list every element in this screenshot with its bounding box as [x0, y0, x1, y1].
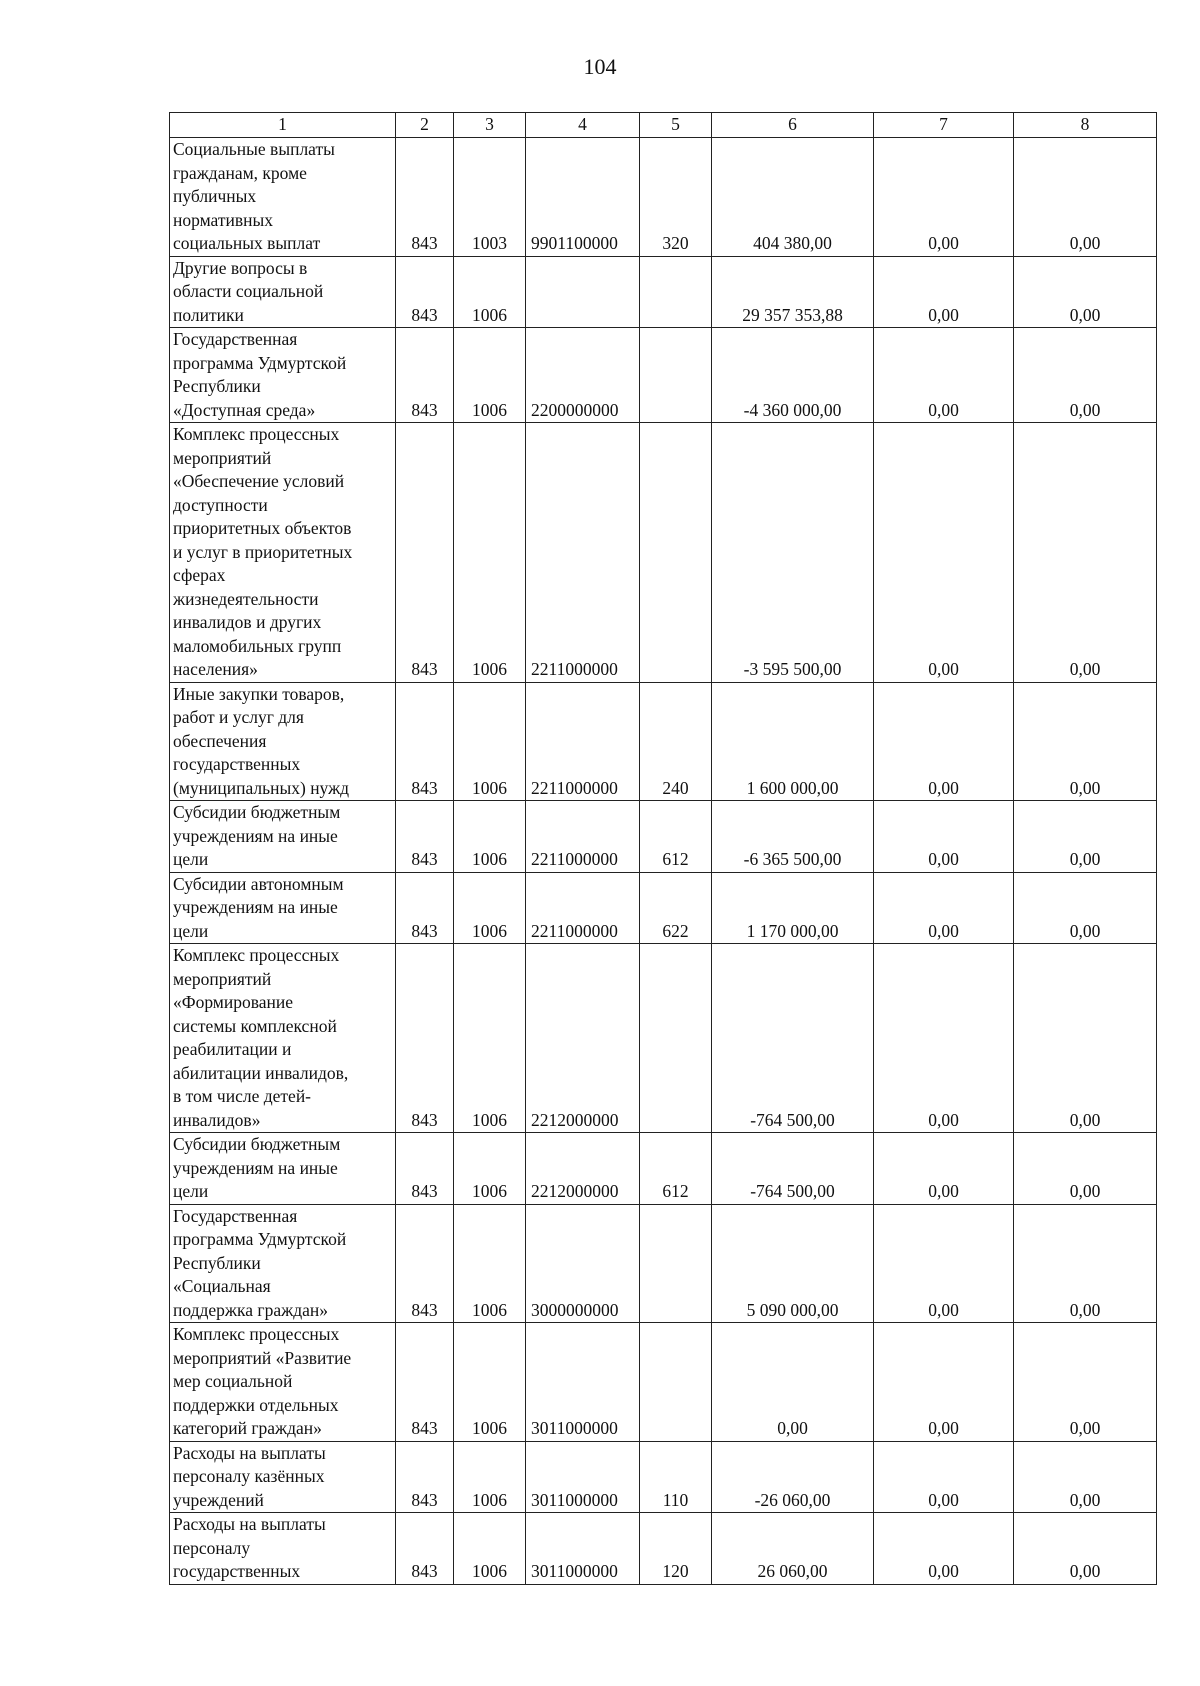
expense-type-cell — [640, 256, 712, 328]
table-row — [170, 1204, 1157, 1323]
chapter-code-cell: 843 — [396, 256, 454, 328]
expense-type-cell: 320 — [640, 138, 712, 257]
target-article-cell: 3011000000 — [526, 1441, 640, 1513]
amount-cell: -6 365 500,00 — [712, 801, 874, 873]
table-body — [170, 138, 1157, 1585]
section-code-cell: 1006 — [454, 423, 526, 683]
target-article-cell: 2212000000 — [526, 944, 640, 1133]
amount-year3-cell: 0,00 — [1014, 801, 1157, 873]
section-code-cell: 1006 — [454, 1441, 526, 1513]
section-code-cell: 1006 — [454, 1513, 526, 1585]
target-article-cell — [526, 256, 640, 328]
chapter-code-cell: 843 — [396, 1441, 454, 1513]
row-name-cell: Другие вопросы в области социальной политики — [170, 256, 396, 328]
table-row — [170, 801, 1157, 873]
row-name-cell: Расходы на выплаты персоналу государственных — [170, 1513, 396, 1585]
chapter-code-cell: 843 — [396, 423, 454, 683]
expense-type-cell: 612 — [640, 801, 712, 873]
amount-cell: 0,00 — [712, 1323, 874, 1442]
target-article-cell: 2200000000 — [526, 328, 640, 423]
table-row — [170, 872, 1157, 944]
expense-type-cell — [640, 1204, 712, 1323]
amount-year2-cell: 0,00 — [874, 138, 1014, 257]
expense-type-cell — [640, 423, 712, 683]
amount-cell: 5 090 000,00 — [712, 1204, 874, 1323]
expense-type-cell: 240 — [640, 682, 712, 801]
amount-year2-cell: 0,00 — [874, 423, 1014, 683]
row-name-cell: Субсидии бюджетным учреждениям на иные цели — [170, 1133, 396, 1205]
amount-year2-cell: 0,00 — [874, 1441, 1014, 1513]
row-name-cell: Субсидии автономным учреждениям на иные цели — [170, 872, 396, 944]
expense-type-cell: 120 — [640, 1513, 712, 1585]
column-header: 2 — [396, 113, 454, 138]
column-header: 7 — [874, 113, 1014, 138]
amount-cell: 29 357 353,88 — [712, 256, 874, 328]
chapter-code-cell: 843 — [396, 1513, 454, 1585]
amount-cell: 1 170 000,00 — [712, 872, 874, 944]
row-name-cell: Государственная программа Удмуртской Республики «Социальная поддержка граждан» — [170, 1204, 396, 1323]
section-code-cell: 1006 — [454, 328, 526, 423]
chapter-code-cell: 843 — [396, 138, 454, 257]
amount-cell: -764 500,00 — [712, 944, 874, 1133]
amount-year3-cell: 0,00 — [1014, 1323, 1157, 1442]
amount-cell: -4 360 000,00 — [712, 328, 874, 423]
table-row — [170, 256, 1157, 328]
row-name-cell: Комплекс процессных мероприятий «Развитие мер социальной поддержки отдельных категорий граждан» — [170, 1323, 396, 1442]
target-article-cell: 2212000000 — [526, 1133, 640, 1205]
amount-year3-cell: 0,00 — [1014, 682, 1157, 801]
chapter-code-cell: 843 — [396, 1133, 454, 1205]
target-article-cell: 2211000000 — [526, 872, 640, 944]
expense-type-cell: 110 — [640, 1441, 712, 1513]
row-name-cell: Комплекс процессных мероприятий «Формирование системы комплексной реабилитации и абилитации инвалидов, в том числе детей- инвалидов» — [170, 944, 396, 1133]
section-code-cell: 1006 — [454, 1133, 526, 1205]
chapter-code-cell: 843 — [396, 944, 454, 1133]
section-code-cell: 1006 — [454, 1323, 526, 1442]
expense-type-cell: 612 — [640, 1133, 712, 1205]
amount-year2-cell: 0,00 — [874, 328, 1014, 423]
target-article-cell: 3011000000 — [526, 1513, 640, 1585]
amount-cell: -764 500,00 — [712, 1133, 874, 1205]
target-article-cell: 9901100000 — [526, 138, 640, 257]
table-row — [170, 423, 1157, 683]
header-row — [170, 113, 1157, 138]
amount-year2-cell: 0,00 — [874, 1133, 1014, 1205]
amount-year2-cell: 0,00 — [874, 872, 1014, 944]
target-article-cell: 3011000000 — [526, 1323, 640, 1442]
amount-year2-cell: 0,00 — [874, 801, 1014, 873]
expense-type-cell — [640, 944, 712, 1133]
amount-year2-cell: 0,00 — [874, 1323, 1014, 1442]
table-row — [170, 944, 1157, 1133]
row-name-cell: Субсидии бюджетным учреждениям на иные цели — [170, 801, 396, 873]
amount-year2-cell: 0,00 — [874, 944, 1014, 1133]
section-code-cell: 1006 — [454, 944, 526, 1133]
column-header: 8 — [1014, 113, 1157, 138]
amount-year3-cell: 0,00 — [1014, 1133, 1157, 1205]
amount-cell: 404 380,00 — [712, 138, 874, 257]
section-code-cell: 1006 — [454, 872, 526, 944]
chapter-code-cell: 843 — [396, 328, 454, 423]
amount-year3-cell: 0,00 — [1014, 1513, 1157, 1585]
amount-year3-cell: 0,00 — [1014, 1204, 1157, 1323]
budget-table — [169, 112, 1157, 1585]
expense-type-cell — [640, 1323, 712, 1442]
amount-year3-cell: 0,00 — [1014, 872, 1157, 944]
table-row — [170, 1441, 1157, 1513]
chapter-code-cell: 843 — [396, 1323, 454, 1442]
row-name-cell: Комплекс процессных мероприятий «Обеспечение условий доступности приоритетных объектов и услуг в приоритетных сферах жизнедеятельности инвалидов и других маломобильных групп населения» — [170, 423, 396, 683]
table-row — [170, 682, 1157, 801]
section-code-cell: 1006 — [454, 682, 526, 801]
expense-type-cell — [640, 328, 712, 423]
amount-year3-cell: 0,00 — [1014, 138, 1157, 257]
column-header: 3 — [454, 113, 526, 138]
table-row — [170, 1513, 1157, 1585]
amount-cell: -26 060,00 — [712, 1441, 874, 1513]
page-number: 104 — [583, 54, 617, 79]
table-row — [170, 1323, 1157, 1442]
amount-year2-cell: 0,00 — [874, 682, 1014, 801]
amount-year3-cell: 0,00 — [1014, 1441, 1157, 1513]
amount-cell: -3 595 500,00 — [712, 423, 874, 683]
section-code-cell: 1003 — [454, 138, 526, 257]
column-header: 5 — [640, 113, 712, 138]
target-article-cell: 2211000000 — [526, 801, 640, 873]
amount-year3-cell: 0,00 — [1014, 423, 1157, 683]
column-header: 6 — [712, 113, 874, 138]
amount-cell: 26 060,00 — [712, 1513, 874, 1585]
chapter-code-cell: 843 — [396, 682, 454, 801]
target-article-cell: 3000000000 — [526, 1204, 640, 1323]
amount-year3-cell: 0,00 — [1014, 256, 1157, 328]
amount-year3-cell: 0,00 — [1014, 328, 1157, 423]
target-article-cell: 2211000000 — [526, 682, 640, 801]
column-header: 4 — [526, 113, 640, 138]
chapter-code-cell: 843 — [396, 872, 454, 944]
expense-type-cell: 622 — [640, 872, 712, 944]
section-code-cell: 1006 — [454, 801, 526, 873]
section-code-cell: 1006 — [454, 256, 526, 328]
section-code-cell: 1006 — [454, 1204, 526, 1323]
amount-cell: 1 600 000,00 — [712, 682, 874, 801]
amount-year3-cell: 0,00 — [1014, 944, 1157, 1133]
column-header: 1 — [170, 113, 396, 138]
row-name-cell: Расходы на выплаты персоналу казённых учреждений — [170, 1441, 396, 1513]
target-article-cell: 2211000000 — [526, 423, 640, 683]
chapter-code-cell: 843 — [396, 801, 454, 873]
row-name-cell: Социальные выплаты гражданам, кроме публичных нормативных социальных выплат — [170, 138, 396, 257]
table-row — [170, 328, 1157, 423]
amount-year2-cell: 0,00 — [874, 256, 1014, 328]
table-row — [170, 1133, 1157, 1205]
table-row — [170, 138, 1157, 257]
chapter-code-cell: 843 — [396, 1204, 454, 1323]
amount-year2-cell: 0,00 — [874, 1204, 1014, 1323]
row-name-cell: Государственная программа Удмуртской Республики «Доступная среда» — [170, 328, 396, 423]
row-name-cell: Иные закупки товаров, работ и услуг для обеспечения государственных (муниципальных) нужд — [170, 682, 396, 801]
amount-year2-cell: 0,00 — [874, 1513, 1014, 1585]
